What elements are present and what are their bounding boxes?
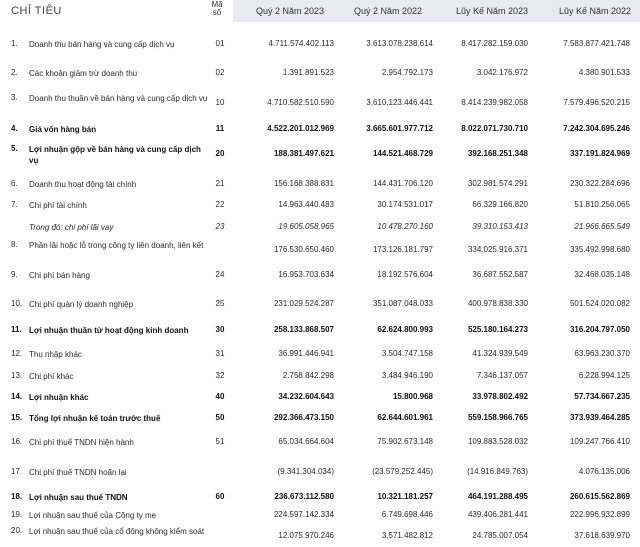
- row-label: Trong đó: chi phí lãi vay: [29, 223, 114, 232]
- value-q2-2023: 176.530.650.460: [273, 245, 334, 254]
- value-q2-2022: 3.484.946.190: [381, 371, 433, 380]
- value-q2-2022: 75.902.673.148: [377, 437, 433, 446]
- value-ytd-2022: 109.247.766.410: [569, 437, 630, 446]
- row-number: 5.: [11, 144, 18, 153]
- row-label: Chi phí thuế TNDN hoãn lại: [29, 468, 127, 477]
- row-label: Thu nhập khác: [29, 350, 82, 359]
- value-ytd-2022: 32.468.035.148: [574, 270, 630, 279]
- row-code: 50: [215, 413, 225, 422]
- value-q2-2022: 3.665.601.977.712: [366, 124, 433, 133]
- row-number: 16.: [11, 437, 23, 446]
- value-q2-2022: 15.800.968: [392, 392, 433, 401]
- value-ytd-2022: 222.996.932.899: [569, 510, 630, 519]
- row-number: 7.: [11, 200, 18, 209]
- row-number: 20.: [11, 526, 23, 535]
- value-ytd-2023: 3.042.176.972: [476, 68, 528, 77]
- row-label: Chi phí thuế TNDN hiện hành: [29, 438, 134, 447]
- row-number: 19.: [11, 510, 23, 519]
- value-q2-2023: 2.758.842.298: [282, 371, 334, 380]
- row-code: 31: [215, 349, 225, 358]
- value-q2-2023: 4.711.574.402.113: [268, 39, 334, 48]
- value-ytd-2022: 337.191.824.969: [569, 149, 630, 158]
- row-label: Chi phí quản lý doanh nghiệp: [29, 300, 134, 309]
- row-number: 4.: [11, 124, 18, 133]
- value-ytd-2022: 51.810.256.065: [574, 200, 630, 209]
- row-label: Lợi nhuận thuần từ hoạt động kinh doanh: [29, 326, 189, 335]
- value-q2-2023: 292.366.473.150: [273, 413, 334, 422]
- row-number: 3.: [11, 93, 18, 102]
- row-number: 14.: [11, 392, 23, 401]
- header-code-column: Mã số: [211, 0, 223, 17]
- header-col-q2-2022: Quý 2 Năm 2022: [354, 6, 423, 16]
- value-q2-2022: 144.431.706.120: [372, 179, 433, 188]
- value-ytd-2022: 7.242.304.695.246: [563, 124, 630, 133]
- value-q2-2023: 65.034.664.604: [278, 437, 334, 446]
- row-number: 11.: [11, 325, 22, 334]
- value-q2-2023: 14.963.440.483: [278, 200, 334, 209]
- row-code: 24: [215, 270, 225, 279]
- value-ytd-2022: 230.322.284.696: [569, 179, 630, 188]
- row-number: 18.: [11, 492, 23, 501]
- value-ytd-2023: 302.981.574.291: [467, 179, 528, 188]
- value-q2-2023: 36.991.446.941: [278, 349, 334, 358]
- value-q2-2022: 351.087.048.033: [372, 299, 433, 308]
- row-number: 6.: [11, 179, 18, 188]
- value-ytd-2023: 400.978.838.330: [467, 299, 528, 308]
- value-ytd-2023: 8.414.239.982.058: [461, 98, 528, 107]
- row-code: 51: [215, 437, 225, 446]
- value-q2-2022: 62.624.800.993: [377, 325, 433, 334]
- value-ytd-2023: 392.168.251.348: [467, 149, 528, 158]
- value-ytd-2022: 7.579.496.520.215: [563, 98, 630, 107]
- value-ytd-2023: 39.310.153.413: [472, 222, 528, 231]
- row-code: 32: [215, 371, 225, 380]
- value-ytd-2022: 373.939.464.285: [569, 413, 630, 422]
- value-q2-2022: 144.521.468.729: [372, 149, 433, 158]
- value-q2-2022: 2.954.792.173: [381, 68, 433, 77]
- value-q2-2023: 231.029.524.287: [273, 299, 334, 308]
- value-q2-2022: 6.749.698.446: [381, 510, 433, 519]
- row-number: 9.: [11, 270, 18, 279]
- row-label: Lợi nhuận gộp về bán hàng và cung cấp dịch vụ: [29, 145, 201, 165]
- row-label: Các khoản giảm trừ doanh thu: [29, 69, 138, 78]
- row-code: 40: [215, 392, 225, 401]
- row-code: 01: [215, 39, 225, 48]
- value-q2-2023: 4.710.582.510.590: [267, 98, 334, 107]
- value-ytd-2023: 439.406.281.441: [467, 510, 528, 519]
- header-title: CHỈ TIÊU: [11, 5, 62, 17]
- value-q2-2022: 10.321.181.257: [377, 492, 433, 501]
- row-code: 11: [215, 124, 225, 133]
- value-ytd-2023: 334.025.916.371: [467, 245, 528, 254]
- value-ytd-2023: 7.346.137.057: [476, 371, 528, 380]
- value-ytd-2023: 33.978.802.492: [472, 392, 528, 401]
- value-ytd-2023: 525.180.164.273: [467, 325, 528, 334]
- row-code: 23: [215, 222, 225, 231]
- value-q2-2022: 10.478.270.160: [377, 222, 433, 231]
- row-label: Giá vốn hàng bán: [29, 125, 97, 134]
- row-label: Phần lãi hoặc lỗ trong công ty liên doanh, liên kết: [29, 241, 204, 250]
- value-q2-2022: 3.613.078.238.614: [366, 39, 433, 48]
- value-q2-2023: 258.133.868.507: [273, 325, 334, 334]
- value-ytd-2022: 21.966.665.549: [574, 222, 630, 231]
- row-code: 22: [215, 200, 225, 209]
- value-ytd-2023: 8.022.071.730.710: [461, 124, 528, 133]
- value-ytd-2023: 464.191.288.495: [467, 492, 528, 501]
- row-label: Chi phí bán hàng: [29, 271, 90, 280]
- row-code: 60: [215, 492, 225, 501]
- value-ytd-2022: 4.076.135.006: [578, 467, 630, 476]
- value-ytd-2022: 4.380.901.533: [578, 68, 630, 77]
- value-q2-2023: 156.168.388.831: [273, 179, 334, 188]
- value-ytd-2022: 260.615.562.869: [569, 492, 630, 501]
- value-q2-2023: 236.673.112.580: [274, 492, 334, 501]
- row-number: 13.: [11, 371, 23, 380]
- row-code: 25: [215, 299, 225, 308]
- value-q2-2023: 4.522.201.012.969: [267, 124, 334, 133]
- row-number: 12.: [11, 349, 23, 358]
- value-ytd-2022: 7.583.877.421.748: [563, 39, 630, 48]
- value-ytd-2023: 24.785.007.054: [472, 531, 528, 540]
- row-number: 17.: [11, 467, 23, 476]
- table-header: [0, 0, 640, 22]
- value-q2-2023: 19.605.058.965: [278, 222, 334, 231]
- row-label: Doanh thu bán hàng và cung cấp dịch vụ: [29, 40, 175, 49]
- row-label: Lợi nhuận sau thuế của Công ty mẹ: [29, 511, 157, 520]
- value-ytd-2023: 109.883.528.032: [467, 437, 528, 446]
- value-ytd-2023: 36.687.552.587: [472, 270, 528, 279]
- value-q2-2022: 173.126.181.797: [372, 245, 433, 254]
- header-col-ytd-2022: Lũy Kế Năm 2022: [559, 6, 632, 16]
- row-code: 30: [215, 325, 225, 334]
- row-label: Tổng lợi nhuận kế toán trước thuế: [29, 414, 161, 423]
- value-ytd-2023: 66.329.166.820: [472, 200, 528, 209]
- row-code: 02: [215, 68, 225, 77]
- value-q2-2023: 12.075.970.246: [278, 531, 334, 540]
- row-number: 15.: [11, 413, 23, 422]
- value-q2-2022: 3.504.747.158: [381, 349, 433, 358]
- row-label: Chi phí tài chính: [29, 201, 87, 210]
- value-q2-2022: 18.192.576.604: [377, 270, 433, 279]
- row-code: 21: [215, 179, 225, 188]
- value-ytd-2022: 57.734.667.235: [574, 392, 630, 401]
- value-ytd-2022: 37.618.639.970: [574, 531, 630, 540]
- value-q2-2023: 16.953.703.634: [278, 270, 334, 279]
- value-q2-2023: (9.341.304.034): [277, 467, 334, 476]
- row-number: 2.: [11, 68, 18, 77]
- row-label: Lợi nhuận khác: [29, 393, 89, 402]
- value-q2-2023: 188.381.497.621: [273, 149, 334, 158]
- value-q2-2023: 1.391.891.523: [282, 68, 334, 77]
- value-q2-2022: 3.571.482.812: [381, 531, 433, 540]
- value-ytd-2022: 63.963.230.370: [574, 349, 630, 358]
- row-label: Doanh thu hoạt động tài chính: [29, 180, 137, 189]
- header-col-q2-2023: Quý 2 Năm 2023: [256, 6, 325, 16]
- row-label: Doanh thu thuần về bán hàng và cung cấp dịch vụ: [29, 94, 208, 103]
- row-label: Lợi nhuận sau thuế của cổ đông không kiểm soát: [29, 527, 205, 536]
- value-q2-2022: (23.579.252.445): [372, 467, 433, 476]
- header-col-ytd-2023: Lũy Kế Năm 2023: [456, 6, 529, 16]
- row-number: 1.: [11, 39, 18, 48]
- value-q2-2022: 62.644.601.961: [377, 413, 433, 422]
- value-ytd-2022: 6.228.994.125: [578, 371, 630, 380]
- value-ytd-2023: (14.916.849.763): [467, 467, 528, 476]
- value-ytd-2023: 559.158.966.765: [467, 413, 528, 422]
- value-ytd-2022: 501.524.020.082: [569, 299, 630, 308]
- row-code: 10: [215, 98, 225, 107]
- row-number: 8.: [11, 240, 18, 249]
- value-q2-2023: 34.232.604.643: [278, 392, 334, 401]
- row-label: Chi phí khác: [29, 372, 74, 381]
- value-q2-2022: 30.174.531.017: [377, 200, 433, 209]
- row-number: 10.: [11, 299, 23, 308]
- row-code: 20: [215, 149, 225, 158]
- value-ytd-2022: 316.204.797.050: [569, 325, 630, 334]
- row-label: Lợi nhuận sau thuế TNDN: [29, 493, 128, 502]
- value-ytd-2023: 41.324.939.549: [472, 349, 528, 358]
- value-ytd-2022: 335.492.998.680: [569, 245, 630, 254]
- value-q2-2023: 224.597.142.334: [273, 510, 334, 519]
- value-ytd-2023: 8.417.282.159.030: [461, 39, 528, 48]
- value-q2-2022: 3.610.123.446.441: [366, 98, 433, 107]
